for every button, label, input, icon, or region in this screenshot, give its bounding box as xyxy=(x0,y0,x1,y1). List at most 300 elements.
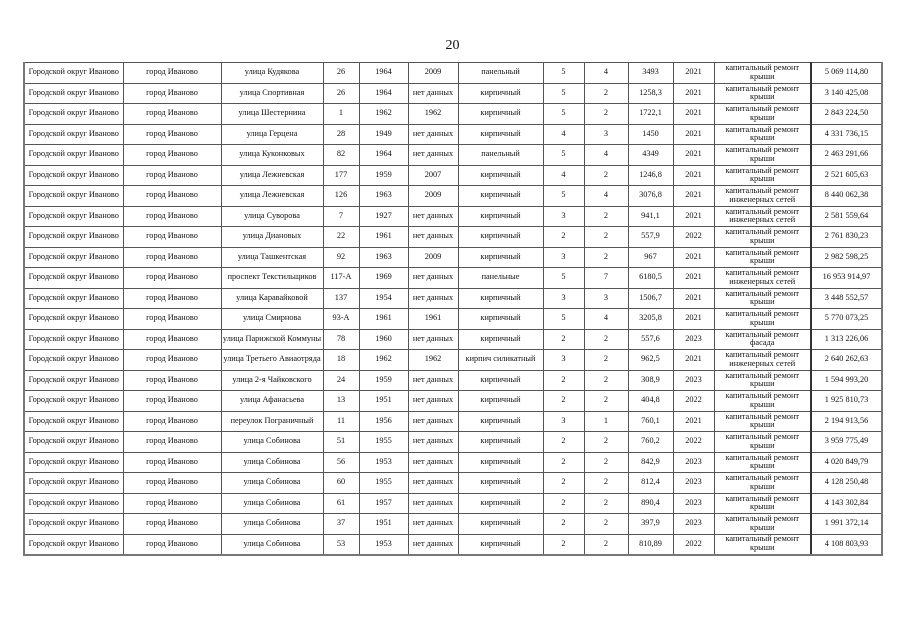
cell-renovation-year: нет данных xyxy=(408,411,458,432)
cell-work-type: капитальный ремонт инженерных сетей xyxy=(714,268,811,289)
cell-renovation-year: нет данных xyxy=(408,514,458,535)
cell-house-number: 11 xyxy=(323,411,359,432)
cell-city: город Иваново xyxy=(123,493,221,514)
cell-repair-year: 2023 xyxy=(673,514,714,535)
cell-entrances: 3 xyxy=(584,124,628,145)
table-row xyxy=(24,227,882,248)
cell-floors: 5 xyxy=(543,145,584,166)
cell-build-year: 1964 xyxy=(359,145,408,166)
cell-cost: 4 108 803,93 xyxy=(811,534,882,555)
cell-area: 1722,1 xyxy=(628,104,673,125)
cell-floors: 3 xyxy=(543,411,584,432)
cell-wall-material: кирпичный xyxy=(458,165,543,186)
cell-repair-year: 2021 xyxy=(673,83,714,104)
cell-repair-year: 2023 xyxy=(673,473,714,494)
cell-repair-year: 2022 xyxy=(673,534,714,555)
cell-build-year: 1955 xyxy=(359,432,408,453)
table-row xyxy=(24,309,882,330)
cell-repair-year: 2022 xyxy=(673,227,714,248)
cell-area: 812,4 xyxy=(628,473,673,494)
cell-city: город Иваново xyxy=(123,329,221,350)
cell-repair-year: 2021 xyxy=(673,350,714,371)
cell-wall-material: кирпичный xyxy=(458,473,543,494)
cell-work-type: капитальный ремонт инженерных сетей xyxy=(714,206,811,227)
table-row xyxy=(24,370,882,391)
cell-cost: 2 581 559,64 xyxy=(811,206,882,227)
cell-area: 557,9 xyxy=(628,227,673,248)
cell-wall-material: кирпичный xyxy=(458,329,543,350)
cell-build-year: 1964 xyxy=(359,83,408,104)
cell-repair-year: 2021 xyxy=(673,288,714,309)
cell-build-year: 1962 xyxy=(359,350,408,371)
cell-work-type: капитальный ремонт крыши xyxy=(714,452,811,473)
cell-work-type: капитальный ремонт крыши xyxy=(714,83,811,104)
cell-work-type: капитальный ремонт крыши xyxy=(714,124,811,145)
cell-work-type: капитальный ремонт крыши xyxy=(714,432,811,453)
cell-street: улица Смирнова xyxy=(221,309,323,330)
cell-street: улица Шестернина xyxy=(221,104,323,125)
cell-cost: 3 959 775,49 xyxy=(811,432,882,453)
cell-house-number: 26 xyxy=(323,63,359,84)
cell-floors: 3 xyxy=(543,247,584,268)
cell-street: улица Лежневская xyxy=(221,165,323,186)
cell-city: город Иваново xyxy=(123,186,221,207)
cell-cost: 3 140 425,08 xyxy=(811,83,882,104)
table-row xyxy=(24,145,882,166)
cell-municipality: Городской округ Иваново xyxy=(24,309,123,330)
cell-renovation-year: 1961 xyxy=(408,309,458,330)
cell-city: город Иваново xyxy=(123,227,221,248)
cell-street: улица Суворова xyxy=(221,206,323,227)
cell-cost: 4 331 736,15 xyxy=(811,124,882,145)
cell-floors: 5 xyxy=(543,104,584,125)
cell-cost: 1 925 810,73 xyxy=(811,391,882,412)
cell-house-number: 177 xyxy=(323,165,359,186)
cell-entrances: 7 xyxy=(584,268,628,289)
cell-wall-material: кирпичный xyxy=(458,411,543,432)
cell-municipality: Городской округ Иваново xyxy=(24,268,123,289)
cell-renovation-year: 1962 xyxy=(408,104,458,125)
cell-municipality: Городской округ Иваново xyxy=(24,186,123,207)
cell-wall-material: кирпичный xyxy=(458,493,543,514)
cell-renovation-year: 2007 xyxy=(408,165,458,186)
cell-build-year: 1959 xyxy=(359,370,408,391)
cell-house-number: 18 xyxy=(323,350,359,371)
cell-renovation-year: нет данных xyxy=(408,452,458,473)
cell-renovation-year: нет данных xyxy=(408,370,458,391)
table-row xyxy=(24,411,882,432)
cell-work-type: капитальный ремонт крыши xyxy=(714,63,811,84)
cell-city: город Иваново xyxy=(123,514,221,535)
cell-street: улица Куконковых xyxy=(221,145,323,166)
cell-repair-year: 2022 xyxy=(673,432,714,453)
cell-municipality: Городской округ Иваново xyxy=(24,452,123,473)
cell-municipality: Городской округ Иваново xyxy=(24,227,123,248)
cell-city: город Иваново xyxy=(123,124,221,145)
cell-repair-year: 2021 xyxy=(673,411,714,432)
cell-work-type: капитальный ремонт крыши xyxy=(714,411,811,432)
cell-municipality: Городской округ Иваново xyxy=(24,432,123,453)
cell-repair-year: 2023 xyxy=(673,493,714,514)
cell-wall-material: кирпичный xyxy=(458,288,543,309)
table-row xyxy=(24,493,882,514)
cell-area: 1450 xyxy=(628,124,673,145)
table-row xyxy=(24,350,882,371)
cell-street: улица Собинова xyxy=(221,534,323,555)
cell-renovation-year: нет данных xyxy=(408,288,458,309)
cell-street: улица Лежневская xyxy=(221,186,323,207)
cell-street: улица Третьего Авиаотряда xyxy=(221,350,323,371)
cell-work-type: капитальный ремонт крыши xyxy=(714,104,811,125)
cell-city: город Иваново xyxy=(123,268,221,289)
cell-floors: 3 xyxy=(543,350,584,371)
cell-entrances: 2 xyxy=(584,452,628,473)
table-row xyxy=(24,124,882,145)
cell-repair-year: 2021 xyxy=(673,206,714,227)
cell-entrances: 3 xyxy=(584,288,628,309)
cell-work-type: капитальный ремонт крыши xyxy=(714,247,811,268)
cell-renovation-year: 1962 xyxy=(408,350,458,371)
cell-floors: 3 xyxy=(543,288,584,309)
cell-cost: 2 521 605,63 xyxy=(811,165,882,186)
cell-municipality: Городской округ Иваново xyxy=(24,534,123,555)
cell-house-number: 7 xyxy=(323,206,359,227)
table-row xyxy=(24,514,882,535)
cell-entrances: 2 xyxy=(584,391,628,412)
cell-wall-material: кирпичный xyxy=(458,514,543,535)
cell-street: улица Диановых xyxy=(221,227,323,248)
cell-street: проспект Текстильщиков xyxy=(221,268,323,289)
cell-repair-year: 2022 xyxy=(673,391,714,412)
cell-area: 760,1 xyxy=(628,411,673,432)
cell-entrances: 2 xyxy=(584,104,628,125)
cell-renovation-year: нет данных xyxy=(408,493,458,514)
cell-floors: 2 xyxy=(543,452,584,473)
cell-build-year: 1962 xyxy=(359,104,408,125)
cell-cost: 5 069 114,80 xyxy=(811,63,882,84)
cell-cost: 1 991 372,14 xyxy=(811,514,882,535)
cell-area: 1258,3 xyxy=(628,83,673,104)
cell-floors: 2 xyxy=(543,370,584,391)
cell-build-year: 1963 xyxy=(359,247,408,268)
cell-cost: 2 194 913,56 xyxy=(811,411,882,432)
cell-wall-material: кирпичный xyxy=(458,247,543,268)
cell-municipality: Городской округ Иваново xyxy=(24,473,123,494)
cell-renovation-year: нет данных xyxy=(408,329,458,350)
cell-build-year: 1953 xyxy=(359,452,408,473)
cell-street: улица Собинова xyxy=(221,493,323,514)
cell-municipality: Городской округ Иваново xyxy=(24,63,123,84)
cell-floors: 5 xyxy=(543,63,584,84)
cell-cost: 2 761 830,23 xyxy=(811,227,882,248)
cell-area: 890,4 xyxy=(628,493,673,514)
cell-area: 3076,8 xyxy=(628,186,673,207)
cell-floors: 4 xyxy=(543,165,584,186)
cell-wall-material: кирпичный xyxy=(458,206,543,227)
table-row xyxy=(24,165,882,186)
cell-area: 967 xyxy=(628,247,673,268)
cell-entrances: 2 xyxy=(584,432,628,453)
cell-work-type: капитальный ремонт крыши xyxy=(714,473,811,494)
cell-renovation-year: нет данных xyxy=(408,83,458,104)
cell-wall-material: кирпич силикатный xyxy=(458,350,543,371)
cell-entrances: 2 xyxy=(584,534,628,555)
cell-repair-year: 2021 xyxy=(673,63,714,84)
table-row xyxy=(24,534,882,555)
cell-municipality: Городской округ Иваново xyxy=(24,104,123,125)
cell-renovation-year: нет данных xyxy=(408,473,458,494)
cell-work-type: капитальный ремонт крыши xyxy=(714,370,811,391)
cell-build-year: 1954 xyxy=(359,288,408,309)
cell-build-year: 1961 xyxy=(359,227,408,248)
cell-city: город Иваново xyxy=(123,309,221,330)
cell-repair-year: 2021 xyxy=(673,268,714,289)
cell-build-year: 1956 xyxy=(359,411,408,432)
cell-municipality: Городской округ Иваново xyxy=(24,350,123,371)
cell-entrances: 2 xyxy=(584,227,628,248)
cell-floors: 2 xyxy=(543,473,584,494)
cell-floors: 4 xyxy=(543,124,584,145)
cell-municipality: Городской округ Иваново xyxy=(24,83,123,104)
cell-work-type: капитальный ремонт крыши xyxy=(714,165,811,186)
cell-cost: 4 020 849,79 xyxy=(811,452,882,473)
cell-wall-material: панельный xyxy=(458,145,543,166)
cell-municipality: Городской округ Иваново xyxy=(24,145,123,166)
cell-street: улица Собинова xyxy=(221,452,323,473)
cell-house-number: 56 xyxy=(323,452,359,473)
cell-floors: 5 xyxy=(543,83,584,104)
cell-wall-material: кирпичный xyxy=(458,83,543,104)
cell-renovation-year: 2009 xyxy=(408,247,458,268)
cell-city: город Иваново xyxy=(123,370,221,391)
cell-city: город Иваново xyxy=(123,473,221,494)
cell-area: 6180,5 xyxy=(628,268,673,289)
cell-wall-material: кирпичный xyxy=(458,452,543,473)
cell-work-type: капитальный ремонт фасада xyxy=(714,329,811,350)
cell-area: 397,9 xyxy=(628,514,673,535)
cell-renovation-year: нет данных xyxy=(408,268,458,289)
cell-repair-year: 2021 xyxy=(673,309,714,330)
cell-municipality: Городской округ Иваново xyxy=(24,411,123,432)
cell-area: 4349 xyxy=(628,145,673,166)
cell-cost: 2 843 224,50 xyxy=(811,104,882,125)
table-row xyxy=(24,63,882,84)
cell-street: улица Собинова xyxy=(221,473,323,494)
cell-build-year: 1957 xyxy=(359,493,408,514)
cell-city: город Иваново xyxy=(123,452,221,473)
cell-work-type: капитальный ремонт крыши xyxy=(714,493,811,514)
cell-work-type: капитальный ремонт крыши xyxy=(714,309,811,330)
cell-area: 810,89 xyxy=(628,534,673,555)
table-row xyxy=(24,432,882,453)
cell-house-number: 126 xyxy=(323,186,359,207)
cell-street: улица Спортивная xyxy=(221,83,323,104)
cell-area: 308,9 xyxy=(628,370,673,391)
cell-wall-material: кирпичный xyxy=(458,124,543,145)
cell-build-year: 1953 xyxy=(359,534,408,555)
cell-work-type: капитальный ремонт крыши xyxy=(714,227,811,248)
cell-repair-year: 2021 xyxy=(673,124,714,145)
cell-renovation-year: нет данных xyxy=(408,432,458,453)
cell-municipality: Городской округ Иваново xyxy=(24,514,123,535)
table-row xyxy=(24,247,882,268)
cell-repair-year: 2021 xyxy=(673,186,714,207)
cell-house-number: 28 xyxy=(323,124,359,145)
cell-entrances: 2 xyxy=(584,493,628,514)
housing-repair-table xyxy=(23,62,883,556)
cell-house-number: 137 xyxy=(323,288,359,309)
cell-work-type: капитальный ремонт крыши xyxy=(714,391,811,412)
table-row xyxy=(24,104,882,125)
cell-area: 962,5 xyxy=(628,350,673,371)
cell-repair-year: 2021 xyxy=(673,247,714,268)
cell-municipality: Городской округ Иваново xyxy=(24,247,123,268)
cell-build-year: 1961 xyxy=(359,309,408,330)
cell-area: 3205,8 xyxy=(628,309,673,330)
cell-renovation-year: нет данных xyxy=(408,534,458,555)
cell-build-year: 1927 xyxy=(359,206,408,227)
cell-entrances: 1 xyxy=(584,411,628,432)
cell-floors: 2 xyxy=(543,391,584,412)
cell-street: улица Собинова xyxy=(221,432,323,453)
cell-repair-year: 2023 xyxy=(673,370,714,391)
cell-renovation-year: нет данных xyxy=(408,391,458,412)
cell-cost: 4 143 302,84 xyxy=(811,493,882,514)
cell-repair-year: 2021 xyxy=(673,145,714,166)
cell-build-year: 1959 xyxy=(359,165,408,186)
cell-wall-material: кирпичный xyxy=(458,432,543,453)
cell-city: город Иваново xyxy=(123,391,221,412)
cell-build-year: 1960 xyxy=(359,329,408,350)
cell-municipality: Городской округ Иваново xyxy=(24,493,123,514)
cell-city: город Иваново xyxy=(123,288,221,309)
cell-repair-year: 2021 xyxy=(673,104,714,125)
cell-municipality: Городской округ Иваново xyxy=(24,124,123,145)
cell-cost: 8 440 062,38 xyxy=(811,186,882,207)
cell-city: город Иваново xyxy=(123,206,221,227)
table-row xyxy=(24,268,882,289)
cell-repair-year: 2023 xyxy=(673,452,714,473)
cell-city: город Иваново xyxy=(123,432,221,453)
cell-area: 760,2 xyxy=(628,432,673,453)
cell-street: улица Каравайковой xyxy=(221,288,323,309)
cell-wall-material: кирпичный xyxy=(458,534,543,555)
cell-entrances: 2 xyxy=(584,83,628,104)
cell-wall-material: кирпичный xyxy=(458,104,543,125)
cell-wall-material: панельный xyxy=(458,63,543,84)
cell-area: 842,9 xyxy=(628,452,673,473)
cell-house-number: 61 xyxy=(323,493,359,514)
cell-renovation-year: нет данных xyxy=(408,206,458,227)
cell-city: город Иваново xyxy=(123,247,221,268)
cell-city: город Иваново xyxy=(123,104,221,125)
cell-renovation-year: нет данных xyxy=(408,227,458,248)
cell-municipality: Городской округ Иваново xyxy=(24,391,123,412)
cell-area: 557,6 xyxy=(628,329,673,350)
page-number: 20 xyxy=(445,38,460,53)
cell-wall-material: кирпичный xyxy=(458,186,543,207)
cell-floors: 5 xyxy=(543,309,584,330)
cell-house-number: 60 xyxy=(323,473,359,494)
cell-municipality: Городской округ Иваново xyxy=(24,370,123,391)
cell-entrances: 2 xyxy=(584,247,628,268)
cell-build-year: 1949 xyxy=(359,124,408,145)
cell-entrances: 2 xyxy=(584,370,628,391)
cell-floors: 5 xyxy=(543,268,584,289)
cell-build-year: 1963 xyxy=(359,186,408,207)
cell-cost: 2 640 262,63 xyxy=(811,350,882,371)
cell-house-number: 51 xyxy=(323,432,359,453)
cell-cost: 5 770 073,25 xyxy=(811,309,882,330)
cell-house-number: 13 xyxy=(323,391,359,412)
cell-floors: 2 xyxy=(543,514,584,535)
cell-floors: 2 xyxy=(543,432,584,453)
cell-work-type: капитальный ремонт крыши xyxy=(714,514,811,535)
cell-house-number: 93-А xyxy=(323,309,359,330)
table-row xyxy=(24,206,882,227)
cell-entrances: 4 xyxy=(584,309,628,330)
cell-work-type: капитальный ремонт крыши xyxy=(714,288,811,309)
cell-repair-year: 2021 xyxy=(673,165,714,186)
cell-wall-material: кирпичный xyxy=(458,227,543,248)
cell-wall-material: кирпичный xyxy=(458,391,543,412)
cell-street: улица Кудякова xyxy=(221,63,323,84)
cell-work-type: капитальный ремонт крыши xyxy=(714,534,811,555)
cell-build-year: 1955 xyxy=(359,473,408,494)
cell-house-number: 117-А xyxy=(323,268,359,289)
cell-street: улица Собинова xyxy=(221,514,323,535)
cell-house-number: 53 xyxy=(323,534,359,555)
cell-floors: 2 xyxy=(543,534,584,555)
cell-renovation-year: нет данных xyxy=(408,124,458,145)
cell-street: переулок Пограничный xyxy=(221,411,323,432)
cell-house-number: 37 xyxy=(323,514,359,535)
cell-area: 3493 xyxy=(628,63,673,84)
cell-wall-material: кирпичный xyxy=(458,370,543,391)
cell-city: город Иваново xyxy=(123,350,221,371)
cell-area: 1506,7 xyxy=(628,288,673,309)
cell-wall-material: кирпичный xyxy=(458,309,543,330)
cell-work-type: капитальный ремонт крыши xyxy=(714,145,811,166)
cell-build-year: 1964 xyxy=(359,63,408,84)
cell-build-year: 1951 xyxy=(359,514,408,535)
cell-renovation-year: 2009 xyxy=(408,186,458,207)
cell-work-type: капитальный ремонт инженерных сетей xyxy=(714,186,811,207)
cell-street: улица Парижской Коммуны xyxy=(221,329,323,350)
cell-house-number: 92 xyxy=(323,247,359,268)
cell-house-number: 22 xyxy=(323,227,359,248)
cell-cost: 2 463 291,66 xyxy=(811,145,882,166)
cell-floors: 2 xyxy=(543,329,584,350)
cell-city: город Иваново xyxy=(123,145,221,166)
table-row xyxy=(24,186,882,207)
cell-floors: 2 xyxy=(543,493,584,514)
cell-municipality: Городской округ Иваново xyxy=(24,165,123,186)
cell-house-number: 24 xyxy=(323,370,359,391)
cell-municipality: Городской округ Иваново xyxy=(24,329,123,350)
cell-area: 1246,8 xyxy=(628,165,673,186)
cell-renovation-year: нет данных xyxy=(408,145,458,166)
cell-renovation-year: 2009 xyxy=(408,63,458,84)
cell-entrances: 2 xyxy=(584,165,628,186)
table-row xyxy=(24,329,882,350)
cell-city: город Иваново xyxy=(123,534,221,555)
cell-work-type: капитальный ремонт инженерных сетей xyxy=(714,350,811,371)
cell-area: 941,1 xyxy=(628,206,673,227)
cell-municipality: Городской округ Иваново xyxy=(24,288,123,309)
cell-entrances: 2 xyxy=(584,329,628,350)
table-row xyxy=(24,83,882,104)
